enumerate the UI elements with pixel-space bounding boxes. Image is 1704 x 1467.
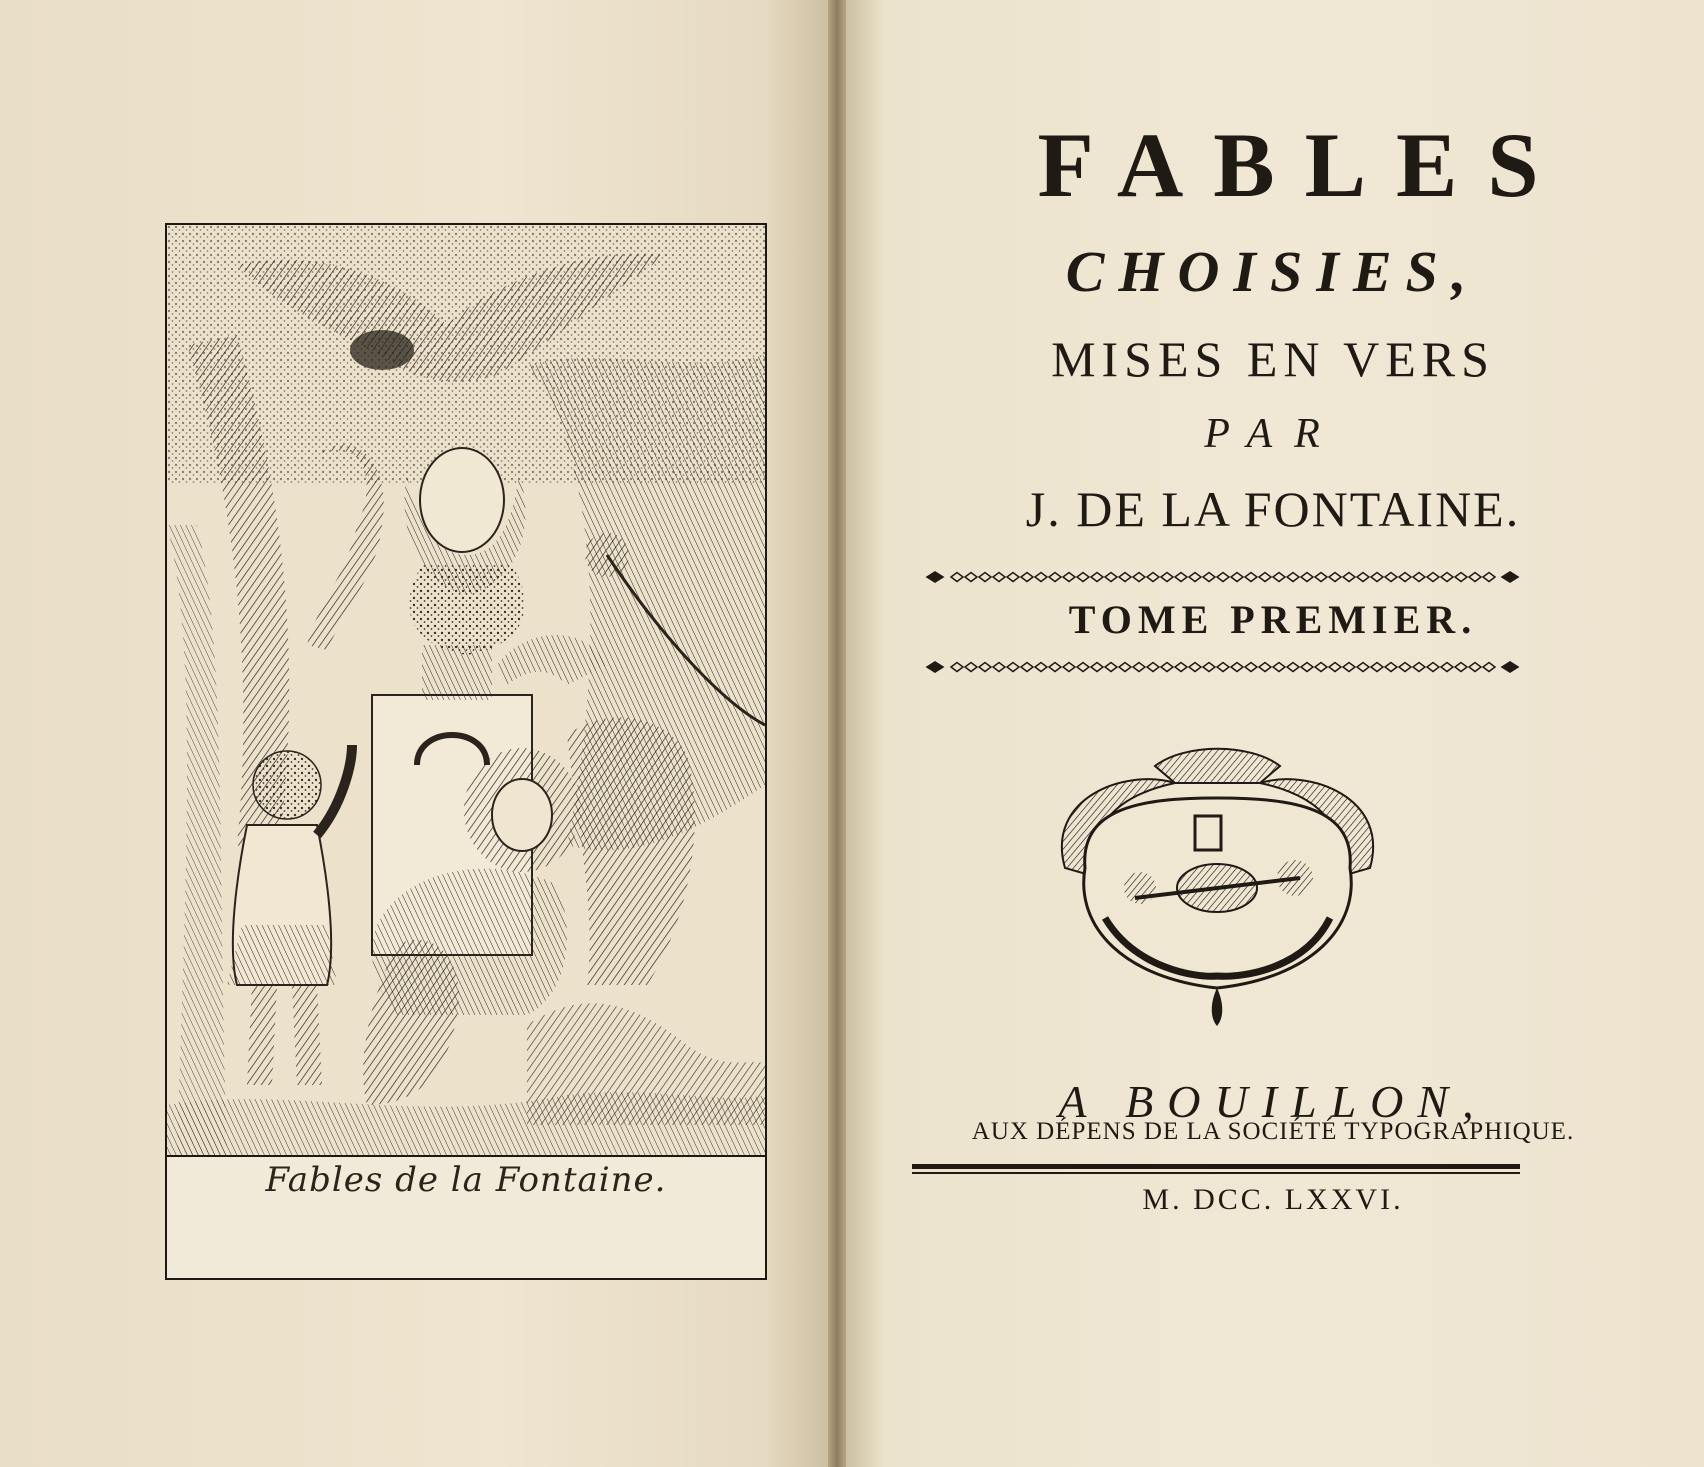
ornament-diamond <box>1287 663 1299 672</box>
ornament-diamond <box>1217 573 1229 582</box>
ornament-diamond <box>1119 663 1131 672</box>
ornament-diamond <box>1203 663 1215 672</box>
ornamental-rule-top <box>925 570 1520 584</box>
book-gutter <box>828 0 846 1467</box>
imprint-year: M. DCC. LXXVI. <box>1142 1183 1404 1216</box>
ornament-diamond <box>1427 663 1439 672</box>
ornament-diamond <box>1371 663 1383 672</box>
imprint-rule-thick <box>912 1164 1520 1169</box>
ornament-diamond <box>1063 573 1075 582</box>
ornament-diamond <box>1077 663 1089 672</box>
ornament-diamond <box>1035 663 1047 672</box>
ornament-diamond <box>1315 573 1327 582</box>
ornament-diamond <box>1175 663 1187 672</box>
author-name: J. DE LA FONTAINE. <box>1025 481 1521 537</box>
ornament-diamond <box>1231 573 1243 582</box>
ornament-diamond <box>1231 663 1243 672</box>
ornament-diamond <box>1063 663 1075 672</box>
ornament-diamond <box>965 663 977 672</box>
ornament-diamond <box>1441 573 1453 582</box>
ornament-diamond <box>1049 573 1061 582</box>
ornament-diamond <box>1105 663 1117 672</box>
ornament-diamond <box>1105 573 1117 582</box>
ornament-diamond <box>1189 663 1201 672</box>
title-fables: FABLES <box>1037 114 1569 216</box>
ornament-diamond <box>1189 573 1201 582</box>
ornament-diamond <box>993 573 1005 582</box>
ornament-diamond <box>979 663 991 672</box>
ornament-diamond <box>951 573 963 582</box>
ornament-diamond <box>1273 573 1285 582</box>
ornament-diamond <box>1399 663 1411 672</box>
ornament-diamond <box>1007 573 1019 582</box>
ornament-diamond <box>1217 663 1229 672</box>
ornament-diamond <box>1035 573 1047 582</box>
subtitle-choisies: CHOISIES, <box>1065 239 1481 304</box>
ornament-diamond <box>1133 573 1145 582</box>
ornament-diamond <box>1119 573 1131 582</box>
ornament-diamond <box>1007 663 1019 672</box>
ornament-diamond <box>1469 573 1481 582</box>
ornament-diamond <box>1413 663 1425 672</box>
ornament-diamond <box>1329 663 1341 672</box>
right-page-title <box>842 0 1704 1467</box>
ornament-diamond <box>1469 663 1481 672</box>
ornament-diamond <box>1049 663 1061 672</box>
ornament-diamond <box>1021 573 1033 582</box>
ornament-diamond <box>1147 663 1159 672</box>
ornament-diamond <box>1245 663 1257 672</box>
byline-par: PAR <box>1204 411 1342 457</box>
ornament-diamond <box>1259 663 1271 672</box>
subtitle-mises-en-vers: MISES EN VERS <box>1051 331 1495 387</box>
ornament-diamond <box>993 663 1005 672</box>
frontispiece-caption: Fables de la Fontaine. <box>265 1160 667 1200</box>
ornament-diamond <box>1357 663 1369 672</box>
ornament-diamond <box>1287 573 1299 582</box>
ornament-diamond <box>1455 573 1467 582</box>
ornament-diamond <box>1147 573 1159 582</box>
imprint-place: A BOUILLON, <box>1058 1076 1488 1127</box>
ornament-diamond <box>1021 663 1033 672</box>
engraving-illustration <box>167 225 765 1155</box>
imprint-publisher: AUX DÉPENS DE LA SOCIÉTÉ TYPOGRAPHIQUE. <box>971 1118 1575 1145</box>
ornament-diamond <box>1077 573 1089 582</box>
ornament-diamond <box>1371 573 1383 582</box>
ornament-diamond <box>1091 573 1103 582</box>
ornament-diamond <box>1175 573 1187 582</box>
ornament-diamond <box>1385 573 1397 582</box>
ornament-diamond <box>1273 663 1285 672</box>
ornament-diamond <box>1301 573 1313 582</box>
imprint-rule-thin <box>912 1172 1520 1174</box>
ornament-diamond <box>1483 663 1495 672</box>
ornament-diamond <box>979 573 991 582</box>
ornament-diamond <box>1357 573 1369 582</box>
ornament-diamond <box>1161 573 1173 582</box>
ornament-diamond <box>1203 573 1215 582</box>
ornament-diamond <box>1329 573 1341 582</box>
ornament-diamond <box>1441 663 1453 672</box>
ornament-diamond <box>1161 663 1173 672</box>
frontispiece-engraving <box>167 225 765 1157</box>
ornament-diamond <box>1399 573 1411 582</box>
ornament-diamond <box>1455 663 1467 672</box>
ornament-diamond <box>965 573 977 582</box>
ornament-diamond <box>1301 663 1313 672</box>
ornament-diamond <box>1091 663 1103 672</box>
ornament-diamond <box>1245 573 1257 582</box>
ornament-diamond <box>951 663 963 672</box>
ornament-diamond <box>1343 663 1355 672</box>
ornament-diamond <box>1133 663 1145 672</box>
volume-tome-premier: TOME PREMIER. <box>1068 597 1478 642</box>
frontispiece-plate <box>165 223 767 1280</box>
ornament-diamond <box>1385 663 1397 672</box>
ornament-diamond <box>1315 663 1327 672</box>
ornament-diamond <box>1427 573 1439 582</box>
ornament-diamond <box>1259 573 1271 582</box>
ornament-diamond <box>1483 573 1495 582</box>
ornament-diamond <box>1413 573 1425 582</box>
printers-vignette-ornament <box>1045 738 1390 1028</box>
ornamental-rule-bottom <box>925 660 1520 674</box>
ornament-diamond <box>1343 573 1355 582</box>
